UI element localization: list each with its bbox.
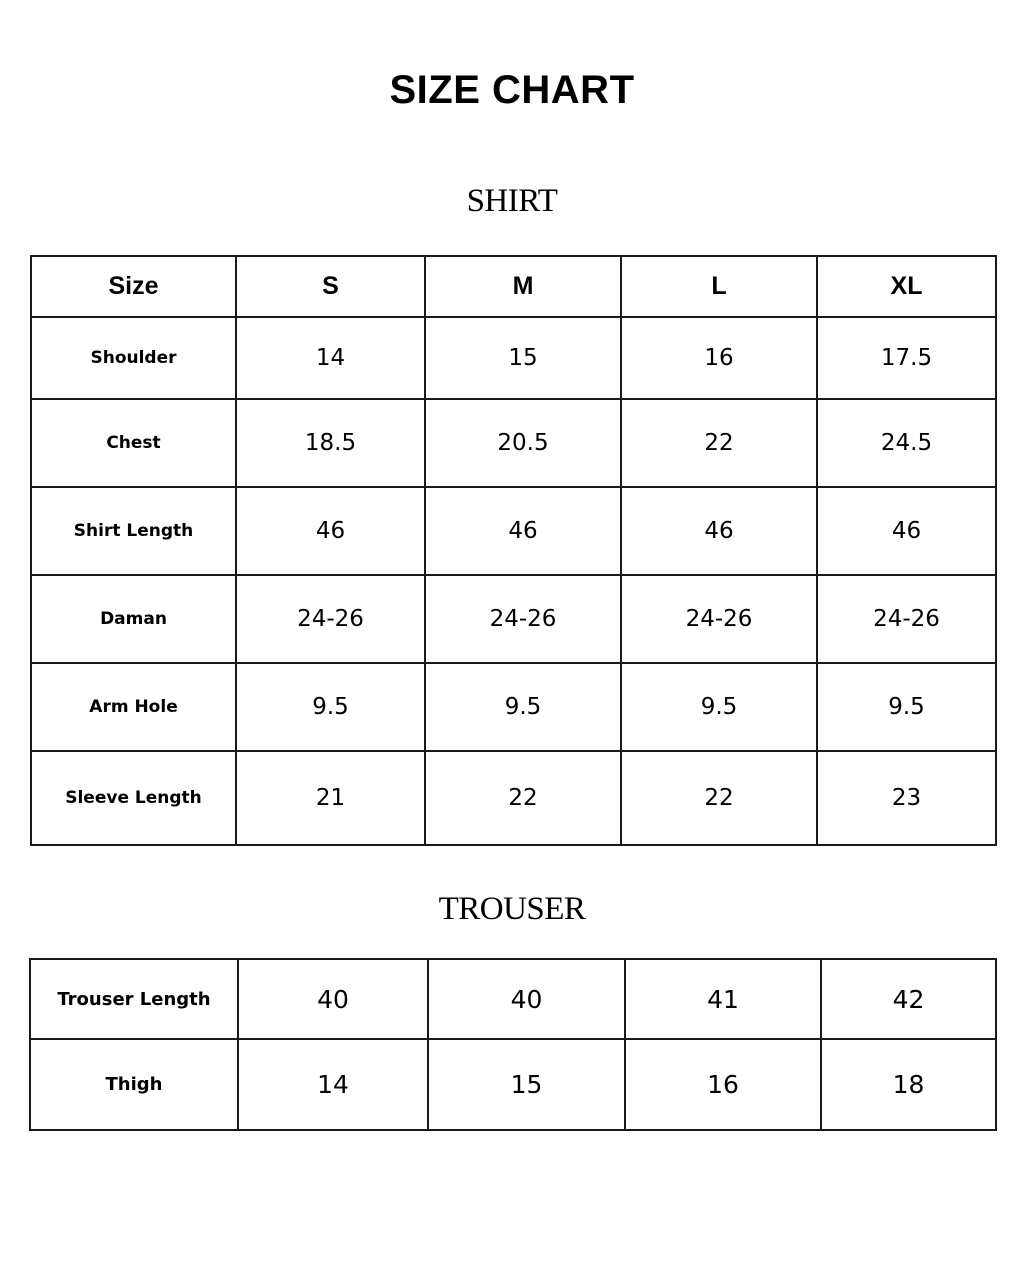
table-row <box>31 575 996 663</box>
value-cell: 15 <box>428 1039 625 1130</box>
shirt-section-title: SHIRT <box>466 183 558 219</box>
trouser-section-title: TROUSER <box>438 891 586 927</box>
value-cell: 24-26 <box>425 575 621 663</box>
header-size-s: S <box>236 256 425 317</box>
value-cell: 18.5 <box>236 399 425 487</box>
table-row <box>30 959 996 1039</box>
value-cell: 18 <box>821 1039 996 1130</box>
value-cell: 40 <box>428 959 625 1039</box>
table-row <box>31 663 996 751</box>
value-cell: 23 <box>817 751 996 845</box>
value-cell: 46 <box>236 487 425 575</box>
value-cell: 46 <box>425 487 621 575</box>
row-label: Daman <box>31 575 236 663</box>
value-cell: 24.5 <box>817 399 996 487</box>
row-label: Chest <box>31 399 236 487</box>
value-cell: 9.5 <box>425 663 621 751</box>
value-cell: 14 <box>238 1039 428 1130</box>
value-cell: 20.5 <box>425 399 621 487</box>
value-cell: 15 <box>425 317 621 399</box>
table-row <box>31 751 996 845</box>
row-label: Arm Hole <box>31 663 236 751</box>
value-cell: 46 <box>817 487 996 575</box>
value-cell: 24-26 <box>621 575 817 663</box>
value-cell: 22 <box>425 751 621 845</box>
row-label: Trouser Length <box>30 959 238 1039</box>
value-cell: 14 <box>236 317 425 399</box>
header-size-l: L <box>621 256 817 317</box>
value-cell: 9.5 <box>236 663 425 751</box>
header-size-m: M <box>425 256 621 317</box>
value-cell: 46 <box>621 487 817 575</box>
value-cell: 21 <box>236 751 425 845</box>
row-label: Sleeve Length <box>31 751 236 845</box>
shirt-size-table <box>30 255 997 846</box>
page-title: SIZE CHART <box>389 68 635 112</box>
row-label: Thigh <box>30 1039 238 1130</box>
header-size-label: Size <box>31 256 236 317</box>
value-cell: 16 <box>621 317 817 399</box>
value-cell: 9.5 <box>621 663 817 751</box>
value-cell: 42 <box>821 959 996 1039</box>
table-row <box>31 487 996 575</box>
value-cell: 9.5 <box>817 663 996 751</box>
table-row <box>31 317 996 399</box>
value-cell: 22 <box>621 399 817 487</box>
table-row <box>30 1039 996 1130</box>
value-cell: 40 <box>238 959 428 1039</box>
table-row <box>31 399 996 487</box>
value-cell: 41 <box>625 959 821 1039</box>
value-cell: 17.5 <box>817 317 996 399</box>
value-cell: 16 <box>625 1039 821 1130</box>
value-cell: 22 <box>621 751 817 845</box>
row-label: Shoulder <box>31 317 236 399</box>
value-cell: 24-26 <box>236 575 425 663</box>
header-size-xl: XL <box>817 256 996 317</box>
row-label: Shirt Length <box>31 487 236 575</box>
table-header-row <box>31 256 996 317</box>
value-cell: 24-26 <box>817 575 996 663</box>
trouser-size-table <box>29 958 997 1131</box>
